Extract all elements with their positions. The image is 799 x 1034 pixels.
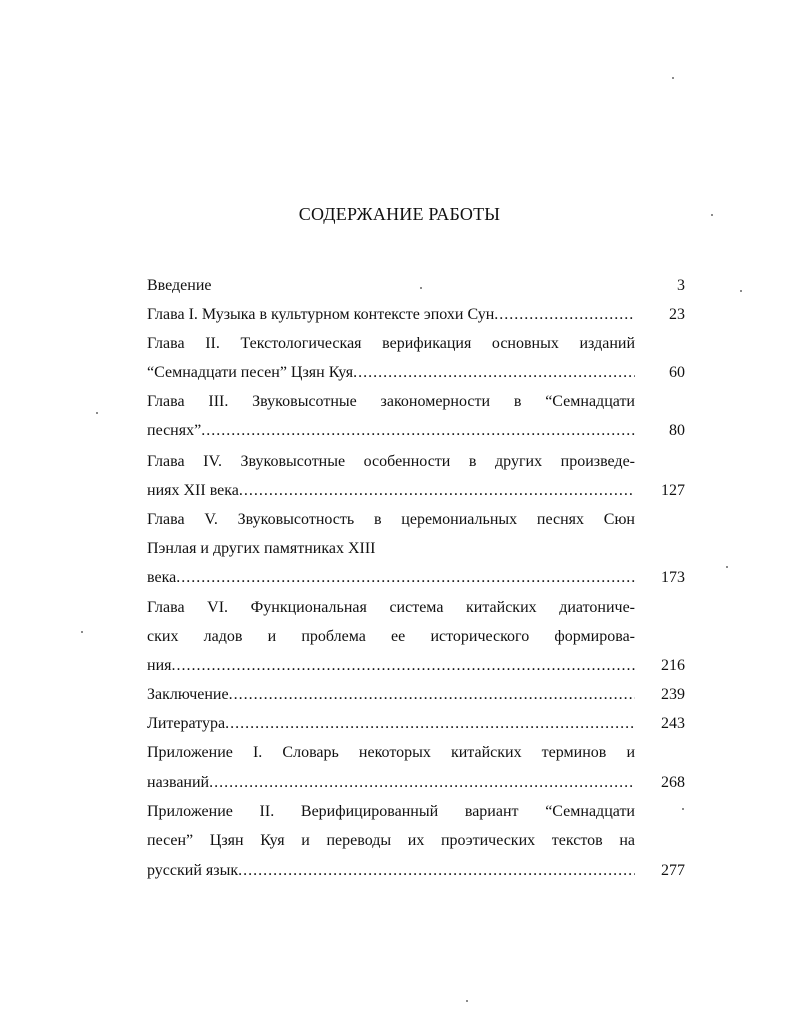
toc-line-text: Заключение: [147, 686, 229, 703]
dot-leader: [494, 305, 635, 325]
toc-line: [147, 481, 635, 501]
dot-leader: [238, 861, 635, 881]
toc-line-text: Глава I. Музыка в культурном контексте эпохи Сун: [147, 306, 495, 323]
toc-page-number: 23: [669, 306, 685, 323]
dot-leader: [353, 363, 635, 383]
toc-line: Глава IV. Звуковысотные особенности в других произведе-: [147, 453, 635, 470]
toc-line-text: ния: [147, 657, 172, 674]
toc-line: Глава V. Звуковысотность в церемониальных песнях Сюн: [147, 511, 635, 528]
dot-leader: [171, 656, 635, 676]
dot-leader: [225, 714, 635, 734]
toc-line: [147, 714, 635, 734]
toc-line: [147, 421, 635, 441]
toc-page-number: 173: [661, 569, 685, 586]
toc-line: Глава II. Текстологическая верификация основных изданий: [147, 335, 635, 352]
toc-page-number: 216: [661, 657, 685, 674]
scan-speck: [726, 566, 728, 568]
toc-line: [147, 773, 635, 793]
toc-page-number: 127: [661, 482, 685, 499]
toc-line-text: песнях”: [147, 422, 202, 439]
toc-line: [147, 656, 635, 676]
toc-line-text: века: [147, 569, 177, 586]
toc-line: Введение: [147, 277, 212, 294]
toc-line: песен” Цзян Куя и переводы их проэтических текстов на: [147, 832, 635, 849]
toc-page-number: 80: [669, 422, 685, 439]
toc-line-text: “Семнадцати песен” Цзян Куя: [147, 364, 354, 381]
toc-page-number: 268: [661, 774, 685, 791]
toc-line: ских ладов и проблема ее исторического формирова-: [147, 628, 635, 645]
dot-leader: [176, 568, 635, 588]
scan-speck: [682, 808, 684, 810]
toc-line-text: русский язык: [147, 862, 239, 879]
toc-line: Глава III. Звуковысотные закономерности в “Семнадцати: [147, 393, 635, 410]
toc-line: [147, 305, 635, 325]
toc-line: Приложение II. Верифицированный вариант “Семнадцати: [147, 803, 635, 820]
page-title: СОДЕРЖАНИЕ РАБОТЫ: [298, 204, 501, 224]
scan-speck: [740, 290, 742, 292]
toc-line-text: Литература: [147, 715, 226, 732]
toc-page-number: 243: [661, 715, 685, 732]
toc-line: Глава VI. Функциональная система китайских диатониче-: [147, 599, 635, 616]
toc-line: [147, 568, 635, 588]
toc-line: [147, 861, 635, 881]
scan-speck: [96, 412, 98, 414]
toc-line: Пэнлая и других памятниках XIII: [147, 540, 376, 557]
toc-line-text: названий: [147, 774, 210, 791]
scan-speck: [420, 287, 422, 289]
toc-line: Приложение I. Словарь некоторых китайских терминов и: [147, 744, 635, 761]
toc-page-number: 3: [677, 277, 685, 294]
scan-speck: [711, 214, 713, 216]
toc-line: [147, 363, 635, 383]
scan-speck: [466, 1000, 468, 1002]
scan-speck: [672, 77, 674, 79]
toc-page-number: 277: [661, 862, 685, 879]
dot-leader: [209, 773, 635, 793]
dot-leader: [239, 481, 635, 501]
toc-page-number: 239: [661, 686, 685, 703]
dot-leader: [201, 421, 635, 441]
toc-line: [147, 685, 635, 705]
toc-page-number: 60: [669, 364, 685, 381]
toc-line-text: ниях XII века: [147, 482, 239, 499]
scan-speck: [81, 631, 83, 633]
dot-leader: [229, 685, 635, 705]
